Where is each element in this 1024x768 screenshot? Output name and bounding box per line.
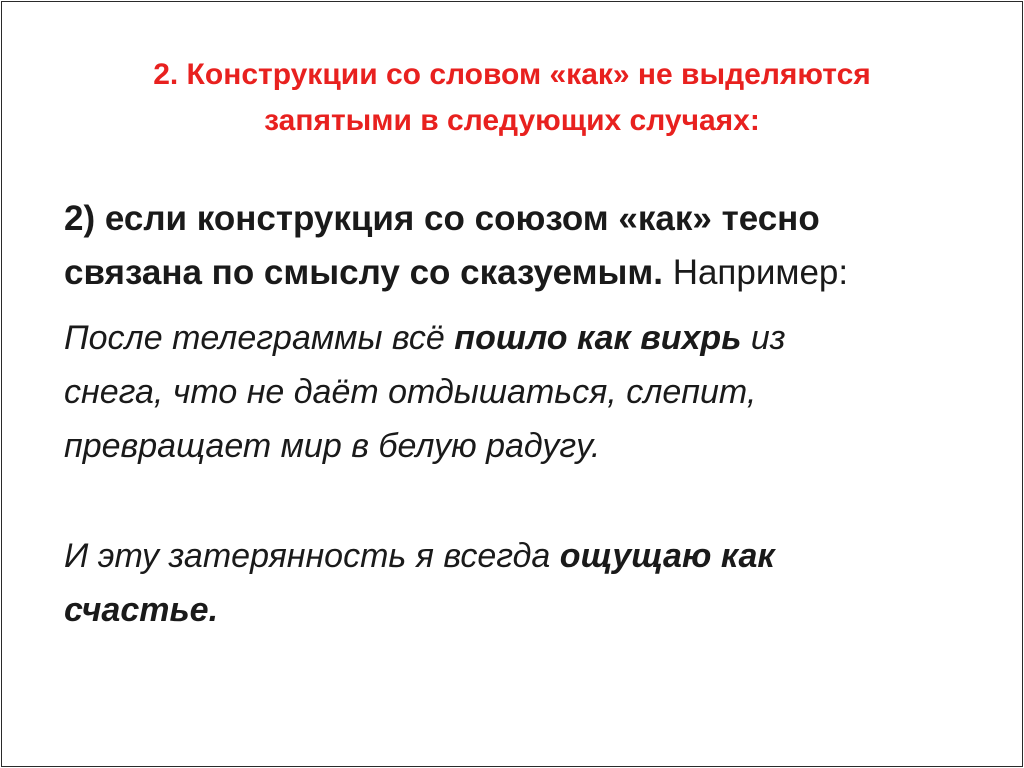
slide-title [42, 52, 982, 144]
rule-line-1: 2) если конструкция со союзом «как» тесно [64, 199, 820, 238]
example-1-line-3: превращает мир в белую радугу. [64, 427, 601, 465]
rule-line-2 [64, 246, 992, 300]
example-1-highlight: пошло как вихрь [454, 319, 742, 357]
example-2-highlight: ощущаю как [559, 537, 775, 575]
example-1-line-2: снега, что не даёт отдышаться, слепит, [64, 373, 757, 411]
slide-title-line-1: 2. Конструкции со словом «как» не выделяются [153, 58, 871, 91]
example-1-line-1-post: из [741, 319, 786, 357]
example-2 [64, 529, 992, 637]
example-2-line-2: счастье. [64, 591, 219, 629]
rule-line-2-bold: связана по смыслу со сказуемым. [64, 253, 663, 292]
rule-text [64, 192, 992, 300]
rule-line-2-example-label: Например: [662, 253, 849, 292]
slide-title-line-2: запятыми в следующих случаях: [264, 104, 760, 137]
slide [1, 1, 1023, 767]
example-1-line-1 [64, 311, 992, 365]
example-2-line-1-pre: И эту затерянность я всегда [64, 537, 560, 575]
example-2-line-1 [64, 529, 992, 583]
example-1 [64, 311, 992, 473]
example-1-line-1-pre: После телеграммы всё [64, 319, 455, 357]
